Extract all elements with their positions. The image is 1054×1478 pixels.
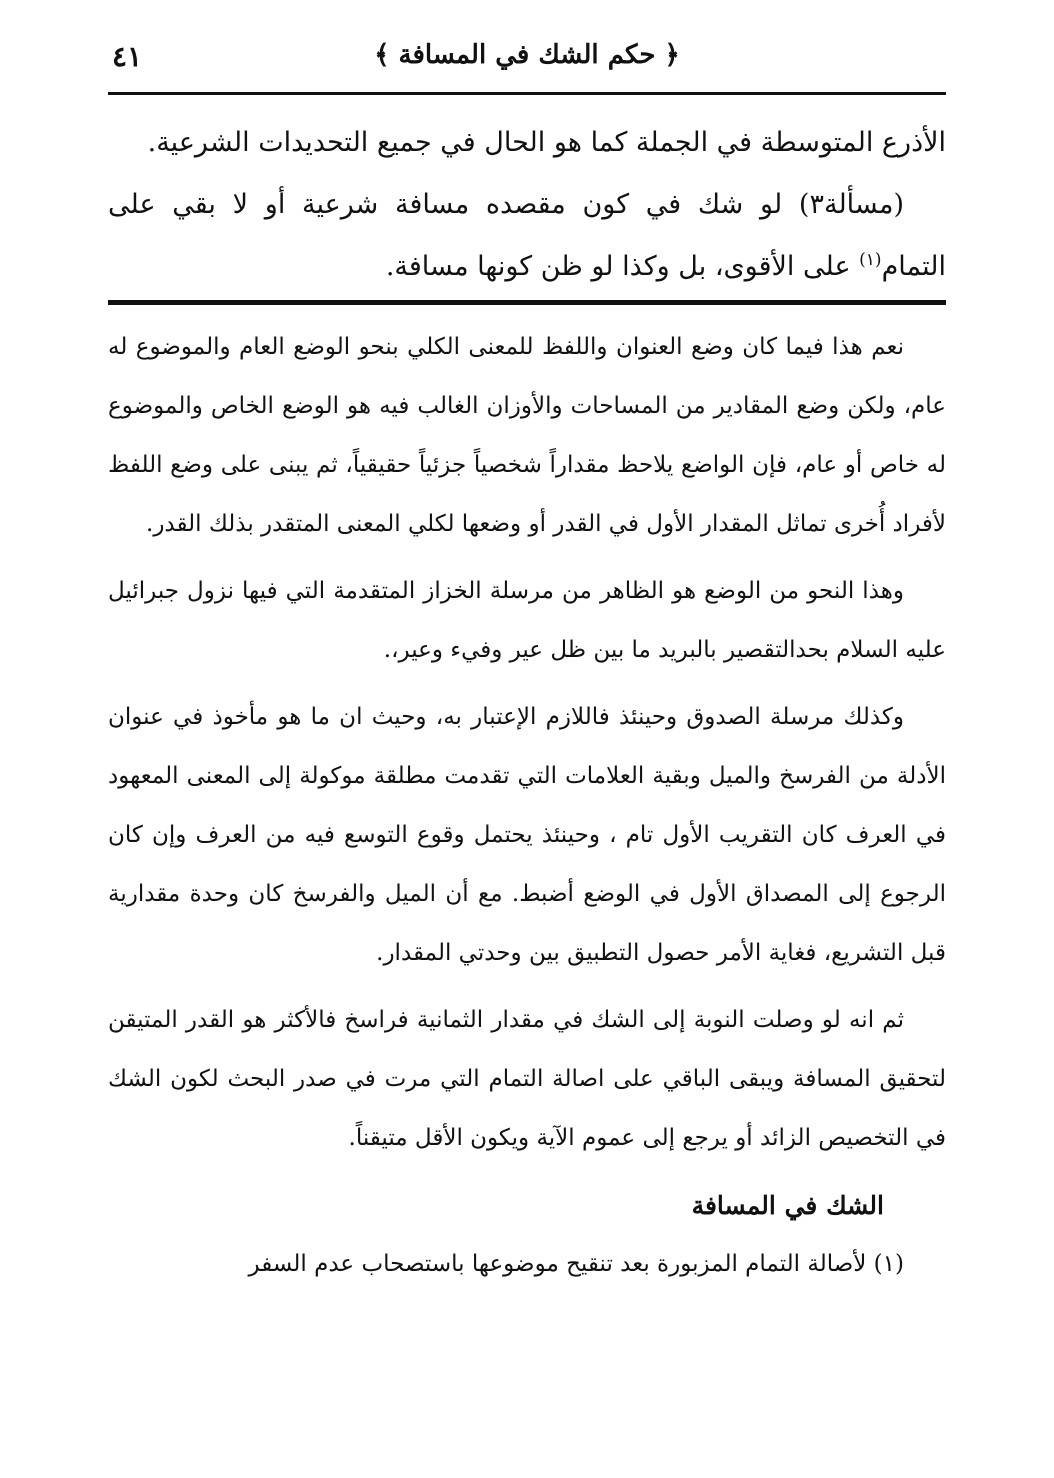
main-text-line: الأذرع المتوسطة في الجملة كما هو الحال في جميع التحديدات الشرعية.: [147, 127, 946, 158]
issue-paragraph: [108, 174, 946, 298]
main-text: [108, 112, 946, 298]
issue-text-continued: على الأقوى، بل وكذا لو ظن كونها مسافة.: [385, 251, 860, 282]
issue-text: (مسألة٣) لو شك في كون مقصده مسافة شرعية أو لا بقي على التمام: [108, 189, 946, 282]
footnote-text: (١) لأصالة التمام المزبورة بعد تنقيح موضوعها باستصحاب عدم السفر: [248, 1251, 904, 1277]
commentary-section: [108, 318, 946, 1302]
commentary-paragraph: وكذلك مرسلة الصدوق وحينئذ فاللازم الإعتبار به، وحيث ان ما هو مأخوذ في عنوان الأدلة من الفرسخ والميل وبقية العلامات التي تقدمت مطلقة موكولة إلى المعنى المعهود في العرف كان التقريب الأول تام ، وحينئذ يحتمل وقوع التوسع فيه من العرف وإن كان الرجوع إلى المصداق الأول في الوضع أضبط. مع أن الميل والفرسخ كان وحدة مقدارية قبل التشريع، فغاية الأمر حصول التطبيق بين وحدتي المقدار.: [108, 704, 946, 966]
commentary-paragraph: نعم هذا فيما كان وضع العنوان واللفظ للمعنى الكلي بنحو الوضع العام والموضوع له عام، ولكن وضع المقادير من المساحات والأوزان الغالب فيه هو الوضع الخاص والموضوع له خاص أو عام، فإن الواضع يلاحظ مقداراً شخصياً جزئياً حقيقياً، ثم يبنى على وضع اللفظ لأفراد أُخرى تماثل المقدار الأول في القدر أو وضعها لكلي المعنى المتقدر بذلك القدر.: [108, 334, 946, 537]
commentary-divider: [108, 300, 946, 305]
commentary-paragraph: وهذا النحو من الوضع هو الظاهر من مرسلة الخزاز المتقدمة التي فيها نزول جبرائيل عليه السلام بحدالتقصير بالبريد ما بين ظل عير وفيء وعير،.: [108, 578, 946, 663]
footnote-marker: (١): [859, 250, 882, 270]
commentary-paragraph: ثم انه لو وصلت النوبة إلى الشك في مقدار الثمانية فراسخ فالأكثر هو القدر المتيقن لتحقيق المسافة ويبقى الباقي على اصالة التمام التي مرت في صدر البحث لكون الشك في التخصيص الزائد أو يرجع إلى عموم الآية ويكون الأقل متيقناً.: [108, 1007, 946, 1151]
page-number: ٤١: [112, 40, 143, 73]
running-title: ﴿ حكم الشك في المسافة ﴾: [374, 40, 680, 70]
header-divider: [108, 92, 946, 95]
section-subheading: الشك في المسافة: [691, 1191, 884, 1220]
page-header: [108, 34, 946, 88]
